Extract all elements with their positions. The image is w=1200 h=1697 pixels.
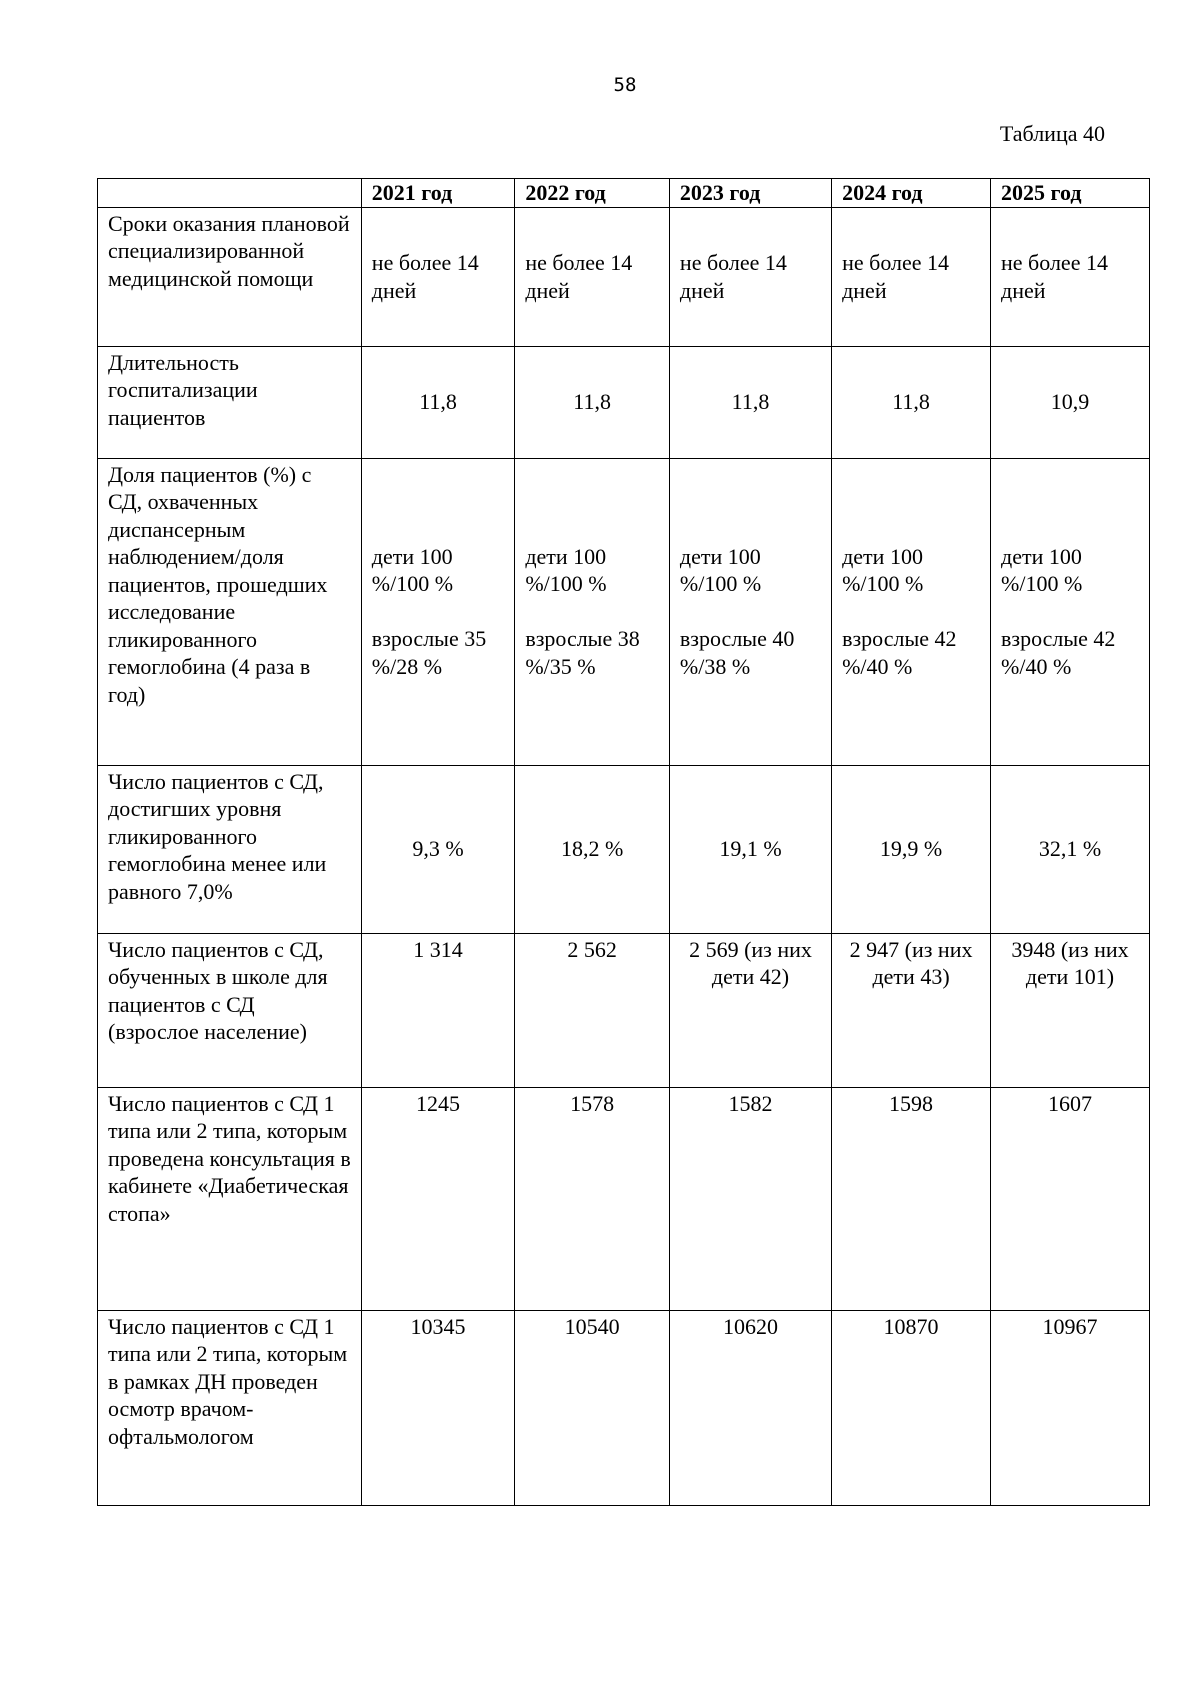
children-share: дети 100 %/100 % (842, 543, 924, 597)
children-share: дети 100 %/100 % (679, 543, 762, 597)
table-cell: 11,8 (832, 346, 991, 458)
table-cell (669, 458, 831, 765)
table-cell (515, 458, 670, 765)
table-row (98, 458, 1150, 765)
header-cell-empty (98, 179, 362, 208)
row-label: Число пациентов с СД, достигших уровня гликированного гемоглобина менее или равного 7,0% (98, 765, 362, 933)
adults-share: взрослые 42 %/40 % (842, 626, 957, 679)
table-cell: 3948 (из них дети 101) (991, 933, 1150, 1087)
adults-share: взрослые 38 %/35 % (525, 626, 640, 679)
adults-share: взрослые 42 %/40 % (1001, 626, 1116, 679)
table-row (98, 933, 1150, 1087)
table-cell: 1578 (515, 1087, 670, 1310)
table-row (98, 346, 1150, 458)
table-cell: 10,9 (991, 346, 1150, 458)
header-cell-2025: 2025 год (991, 179, 1150, 208)
table-cell (991, 458, 1150, 765)
table-cell: 19,1 % (669, 765, 831, 933)
children-share: дети 100 %/100 % (371, 543, 454, 597)
table-cell: 2 562 (515, 933, 670, 1087)
table-row (98, 1310, 1150, 1505)
table-cell: 10345 (361, 1310, 515, 1505)
table-row (98, 765, 1150, 933)
children-share: дети 100 %/100 % (525, 543, 607, 597)
table-cell: не более 14 дней (515, 207, 670, 346)
indicators-table (97, 178, 1150, 1506)
table-cell: 18,2 % (515, 765, 670, 933)
table-header-row (98, 179, 1150, 208)
page-number: 58 (613, 74, 637, 96)
table-cell: 1598 (832, 1087, 991, 1310)
table-cell: 2 569 (из них дети 42) (669, 933, 831, 1087)
table-cell: 32,1 % (991, 765, 1150, 933)
table-cell: 10870 (832, 1310, 991, 1505)
header-cell-2024: 2024 год (832, 179, 991, 208)
adults-share: взрослые 40 %/38 % (679, 626, 795, 679)
children-share: дети 100 %/100 % (1001, 543, 1083, 597)
row-label: Число пациентов с СД, обученных в школе для пациентов с СД (взрослое население) (98, 933, 362, 1087)
row-label: Сроки оказания плановой специализированной медицинской помощи (98, 207, 362, 346)
header-cell-2023: 2023 год (669, 179, 831, 208)
table-cell: не более 14 дней (669, 207, 831, 346)
table-cell: не более 14 дней (991, 207, 1150, 346)
table-cell: 10620 (669, 1310, 831, 1505)
table-cell: 11,8 (669, 346, 831, 458)
table-cell: 1607 (991, 1087, 1150, 1310)
row-label: Доля пациентов (%) с СД, охваченных диспансерным наблюдением/доля пациентов, прошедших исследование гликированного гемоглобина (4 раза в год) (98, 458, 362, 765)
table-cell: 1582 (669, 1087, 831, 1310)
table-cell: 10967 (991, 1310, 1150, 1505)
adults-share: взрослые 35 %/28 % (371, 626, 487, 679)
table-cell: 19,9 % (832, 765, 991, 933)
row-label: Длительность госпитализации пациентов (98, 346, 362, 458)
row-label: Число пациентов с СД 1 типа или 2 типа, которым проведена консультация в кабинете «Диабетическая стопа» (98, 1087, 362, 1310)
table-cell: 2 947 (из них дети 43) (832, 933, 991, 1087)
table-cell: 1245 (361, 1087, 515, 1310)
table-cell: не более 14 дней (832, 207, 991, 346)
table-cell: 11,8 (515, 346, 670, 458)
table-row (98, 207, 1150, 346)
table-cell: 11,8 (361, 346, 515, 458)
table-row (98, 1087, 1150, 1310)
table-cell (361, 458, 515, 765)
table-cell: 1 314 (361, 933, 515, 1087)
table-cell: 10540 (515, 1310, 670, 1505)
table-cell: не более 14 дней (361, 207, 515, 346)
header-cell-2021: 2021 год (361, 179, 515, 208)
row-label: Число пациентов с СД 1 типа или 2 типа, которым в рамках ДН проведен осмотр врачом-офтальмологом (98, 1310, 362, 1505)
table-cell (832, 458, 991, 765)
table-cell: 9,3 % (361, 765, 515, 933)
table-caption: Таблица 40 (999, 121, 1105, 146)
header-cell-2022: 2022 год (515, 179, 670, 208)
